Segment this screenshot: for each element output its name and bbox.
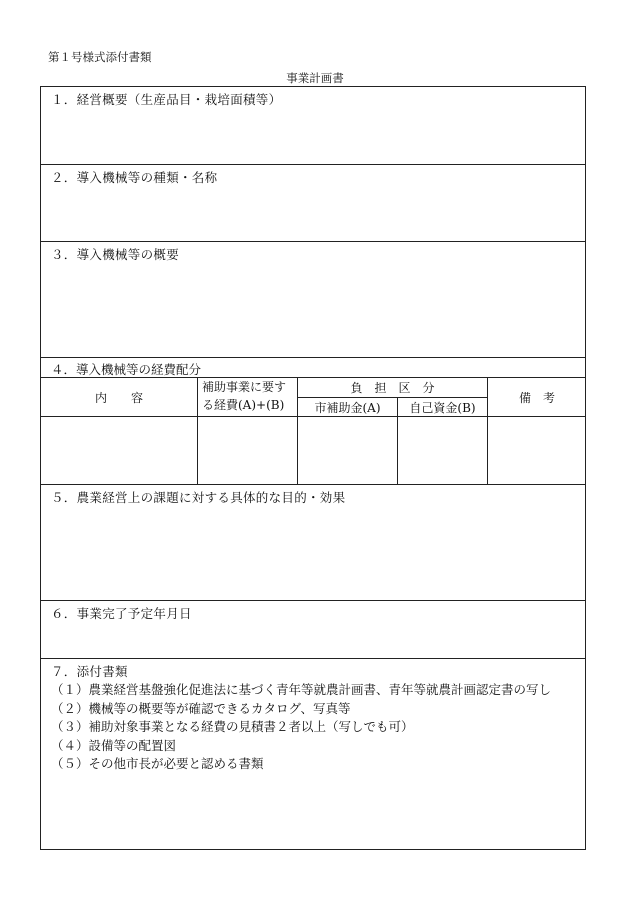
header-burden-label: 負 担 区 分 xyxy=(350,381,435,395)
list-item: （４）設備等の配置図 xyxy=(51,737,177,753)
list-item: （５）その他市長が必要と認める書類 xyxy=(51,756,264,771)
list-item: （１）農業経営基盤強化促進法に基づく青年等就農計画書、青年等就農計画認定書の写し xyxy=(51,682,552,697)
section-title: ４．導入機械等の経費配分 xyxy=(51,362,202,377)
attachment-list xyxy=(51,681,551,774)
header-remarks xyxy=(488,378,586,416)
header-total-line2: る経費(A)+(B) xyxy=(202,398,285,412)
header-remarks-label: 備 考 xyxy=(518,390,555,405)
section-cost-allocation xyxy=(41,357,585,484)
header-own-funds xyxy=(398,398,487,416)
business-plan-form xyxy=(40,86,586,850)
header-city-subsidy xyxy=(298,398,397,416)
document-title: 事業計画書 xyxy=(286,71,344,85)
header-burden xyxy=(298,378,487,397)
section-title: １．経営概要（生産品目・栽培面積等） xyxy=(51,92,282,107)
cell-own-funds[interactable] xyxy=(398,417,487,484)
cell-total-cost[interactable] xyxy=(198,417,297,484)
section-title: ３．導入機械等の概要 xyxy=(51,247,180,262)
section-machine-overview[interactable] xyxy=(41,241,585,357)
list-item: （２）機械等の概要等が確認できるカタログ、写真等 xyxy=(51,700,351,716)
header-total-line1: 補助事業に要す xyxy=(202,380,287,394)
form-number-label: 第１号様式添付書類 xyxy=(48,50,152,64)
header-city-subsidy-label: 市補助金(A) xyxy=(314,400,381,415)
cell-city-subsidy[interactable] xyxy=(298,417,397,484)
list-item: （３）補助対象事業となる経費の見積書２者以上（写しでも可） xyxy=(51,719,414,734)
section-title: ５．農業経営上の課題に対する具体的な目的・効果 xyxy=(51,490,346,505)
section-title: ２．導入機械等の種類・名称 xyxy=(51,170,218,185)
cell-remarks[interactable] xyxy=(488,417,586,484)
section-management-overview[interactable] xyxy=(41,87,585,164)
section-title: ６．事業完了予定年月日 xyxy=(51,606,192,621)
section-title: ７．添付書類 xyxy=(51,664,128,679)
header-own-funds-label: 自己資金(B) xyxy=(409,400,476,415)
section-attachments xyxy=(41,658,585,850)
section-completion-date[interactable] xyxy=(41,600,585,658)
section-purpose-effect[interactable] xyxy=(41,484,585,600)
section-machine-type-name[interactable] xyxy=(41,164,585,241)
header-content xyxy=(41,378,197,416)
header-content-label: 内 容 xyxy=(94,390,143,405)
cell-content[interactable] xyxy=(41,417,197,484)
header-total-cost xyxy=(198,378,297,416)
